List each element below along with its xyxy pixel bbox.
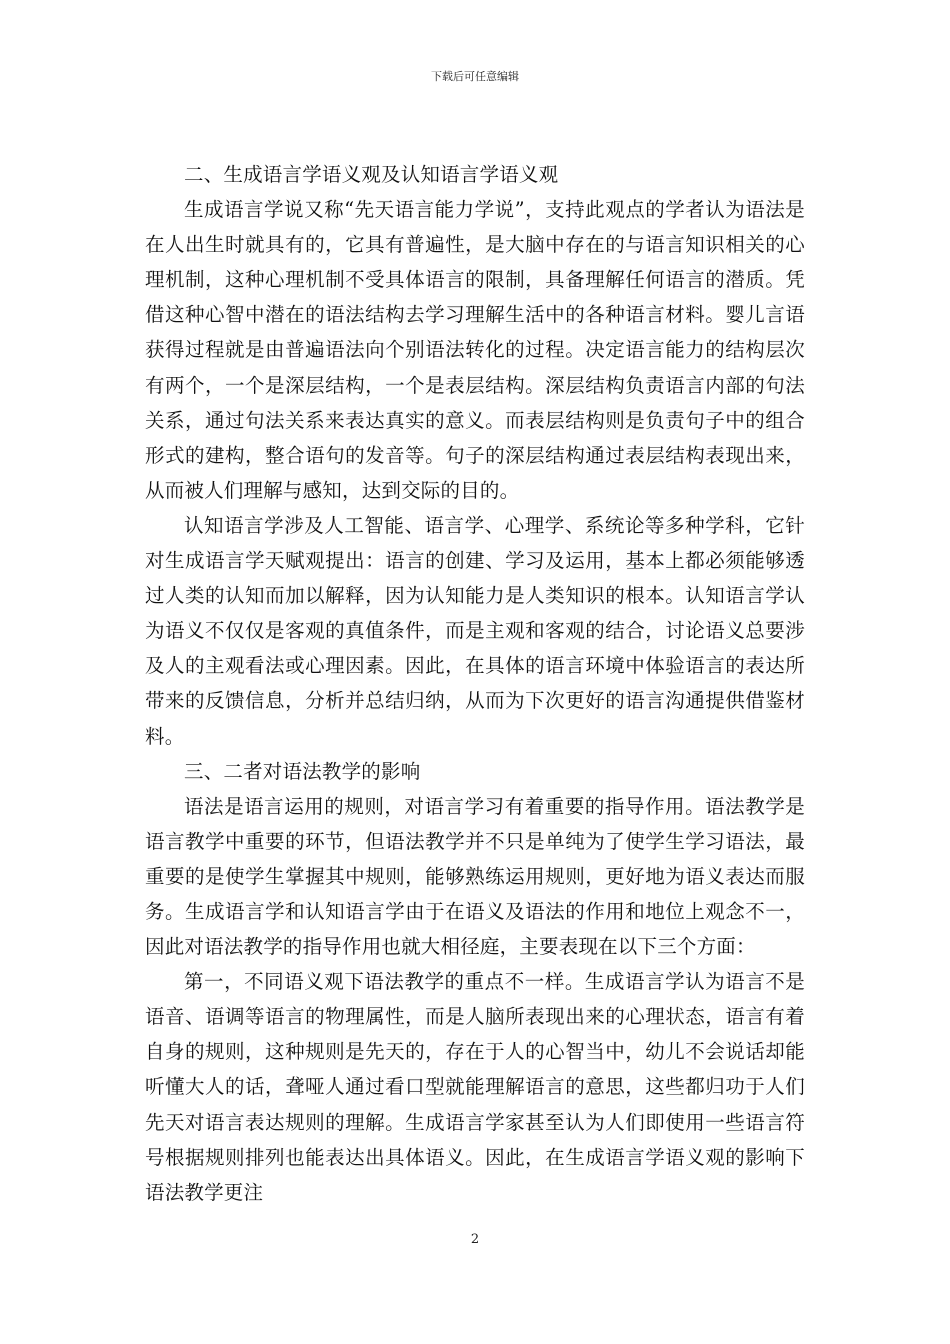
paragraph-first-point: 第一，不同语义观下语法教学的重点不一样。生成语言学认为语言不是语音、语调等语言的物理属性，而是人脑所表现出来的心理状态，语言有着自身的规则，这种规则是先天的，存在于人的心智当中，幼儿不会说话却能听懂大人的话，聋哑人通过看口型就能理解语言的意思，这些都归功于人们先天对语言表达规则的理解。生成语言学家甚至认为人们即使用一些语言符号根据规则排列也能表达出具体语义。因此，在生成语言学语义观的影响下语法教学更注 bbox=[145, 970, 805, 1204]
page-header: 下载后可任意编辑 bbox=[431, 70, 519, 83]
section-heading-3: 三、二者对语法教学的影响 bbox=[184, 759, 421, 783]
paragraph-grammar-teaching: 语法是语言运用的规则，对语言学习有着重要的指导作用。语法教学是语言教学中重要的环节，但语法教学并不只是单纯为了使学生学习语法，最重要的是使学生掌握其中规则，能够熟练运用规则，更好地为语义表达而服务。生成语言学和认知语言学由于在语义及语法的作用和地位上观念不一，因此对语法教学的指导作用也就大相径庭，主要表现在以下三个方面： bbox=[145, 794, 805, 959]
paragraph-cognitive-linguistics: 认知语言学涉及人工智能、语言学、心理学、系统论等多种学科，它针对生成语言学天赋观提出：语言的创建、学习及运用，基本上都必须能够透过人类的认知而加以解释，因为认知能力是人类知识的根本。认知语言学认为语义不仅仅是客观的真值条件，而是主观和客观的结合，讨论语义总要涉及人的主观看法或心理因素。因此，在具体的语言环境中体验语言的表达所带来的反馈信息，分析并总结归纳，从而为下次更好的语言沟通提供借鉴材料。 bbox=[145, 513, 805, 748]
page-number: 2 bbox=[470, 1232, 480, 1247]
section-heading-2: 二、生成语言学语义观及认知语言学语义观 bbox=[184, 163, 559, 186]
paragraph-generative-linguistics: 生成语言学说又称“先天语言能力学说”，支持此观点的学者认为语法是在人出生时就具有的，它具有普遍性，是大脑中存在的与语言知识相关的心理机制，这种心理机制不受具体语言的限制，具备理解任何语言的潜质。凭借这种心智中潜在的语法结构去学习理解生活中的各种语言材料。婴儿言语获得过程就是由普遍语法向个别语法转化的过程。决定语言能力的结构层次有两个，一个是深层结构，一个是表层结构。深层结构负责语言内部的句法关系，通过句法关系来表达真实的意义。而表层结构则是负责句子中的组合形式的建构，整合语句的发音等。句子的深层结构通过表层结构表现出来，从而被人们理解与感知，达到交际的目的。 bbox=[145, 198, 805, 502]
document-body bbox=[145, 157, 805, 1210]
